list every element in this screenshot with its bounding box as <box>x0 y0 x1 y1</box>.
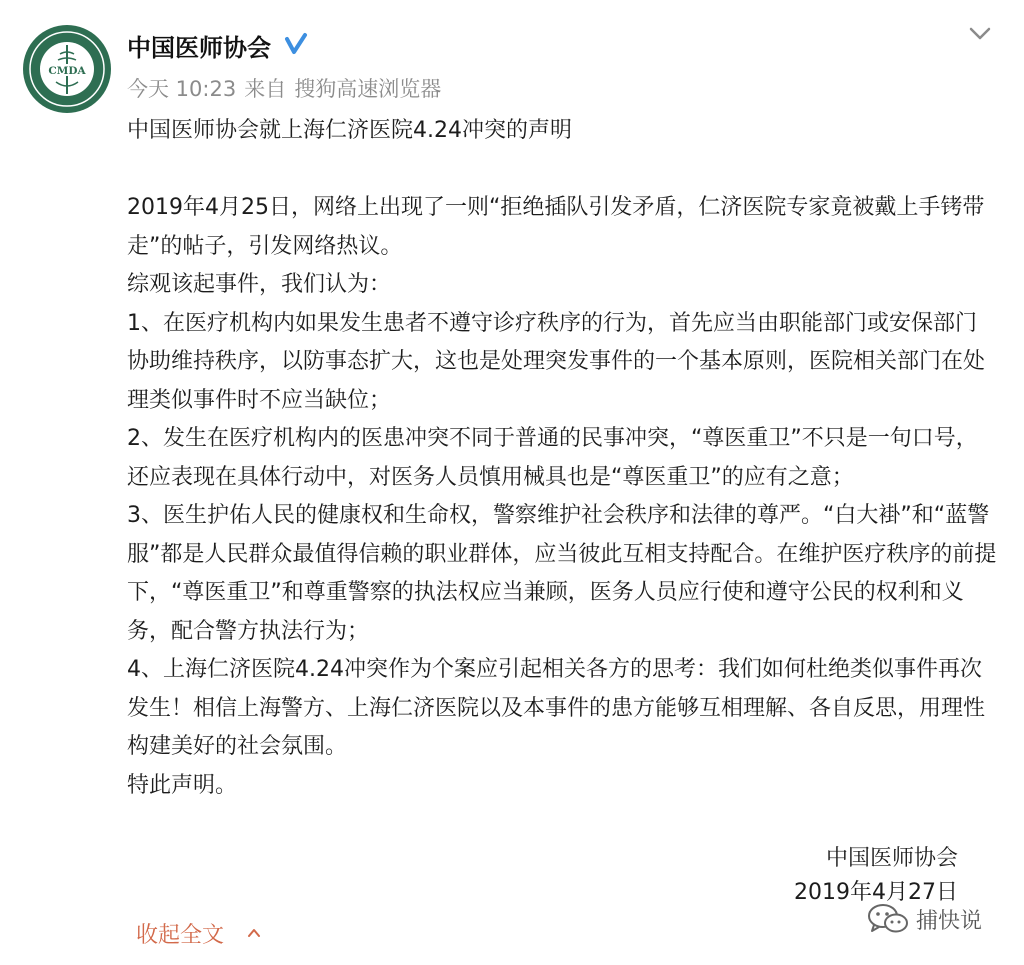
signature-date: 2019年4月27日 <box>794 880 958 905</box>
post-source: 搜狗高速浏览器 <box>294 77 442 101</box>
chevron-down-icon[interactable] <box>963 18 997 48</box>
paragraph: 4、上海仁济医院4.24冲突作为个案应引起相关各方的思考：我们如何杜绝类似事件再次发生！相信上海警方、上海仁济医院以及本事件的患方能够互相理解、各自反思，用理性构建美好的社会氛围。 <box>127 657 986 759</box>
post-meta <box>127 73 449 103</box>
verified-badge-icon <box>283 31 309 57</box>
paragraph: 综观该起事件，我们认为： <box>127 272 392 297</box>
source-prefix: 来自 <box>244 77 287 101</box>
author-name[interactable]: 中国医师协会 <box>127 34 271 62</box>
collapse-label: 收起全文 <box>136 923 225 948</box>
paragraph: 2019年4月25日，网络上出现了一则“拒绝插队引发矛盾，仁济医院专家竟被戴上手铐带走”的帖子，引发网络热议。 <box>127 195 985 259</box>
chevron-up-icon <box>247 926 261 940</box>
signature-org: 中国医师协会 <box>825 846 958 871</box>
signature <box>794 842 958 910</box>
paragraph: 特此声明。 <box>127 772 238 798</box>
paragraph: 1、在医疗机构内如果发生患者不遵守诊疗秩序的行为，首先应当由职能部门或安保部门协助维持秩序，以防事态扩大，这也是处理突发事件的一个基本原则，医院相关部门在处理类似事件时不应当缺位； <box>127 310 986 413</box>
post-time: 今天 10:23 <box>127 77 237 101</box>
paragraph: 3、医生护佑人民的健康权和生命权，警察维护社会秩序和法律的尊严。“白大褂”和“蓝警服”都是人民群众最值得信赖的职业群体，应当彼此互相支持配合。在维护医疗秩序的前提下，“尊医重卫”和尊重警察的执法权应当兼顾，医务人员应行使和遵守公民的权利和义务，配合警方执法行为； <box>127 503 997 644</box>
paragraph: 2、发生在医疗机构内的医患冲突不同于普通的民事冲突，“尊医重卫”不只是一句口号，还应表现在具体行动中，对医务人员慎用械具也是“尊医重卫”的应有之意； <box>127 426 978 490</box>
post-body <box>127 112 997 805</box>
post-title: 中国医师协会就上海仁济医院4.24冲突的声明 <box>127 118 572 143</box>
watermark <box>866 902 982 936</box>
avatar[interactable] <box>22 24 112 114</box>
blank-line <box>127 151 997 190</box>
watermark-text: 捕快说 <box>916 908 983 934</box>
svg-text:CMDA: CMDA <box>48 65 86 77</box>
wechat-icon <box>866 902 910 936</box>
collapse-text-button[interactable] <box>136 918 261 949</box>
